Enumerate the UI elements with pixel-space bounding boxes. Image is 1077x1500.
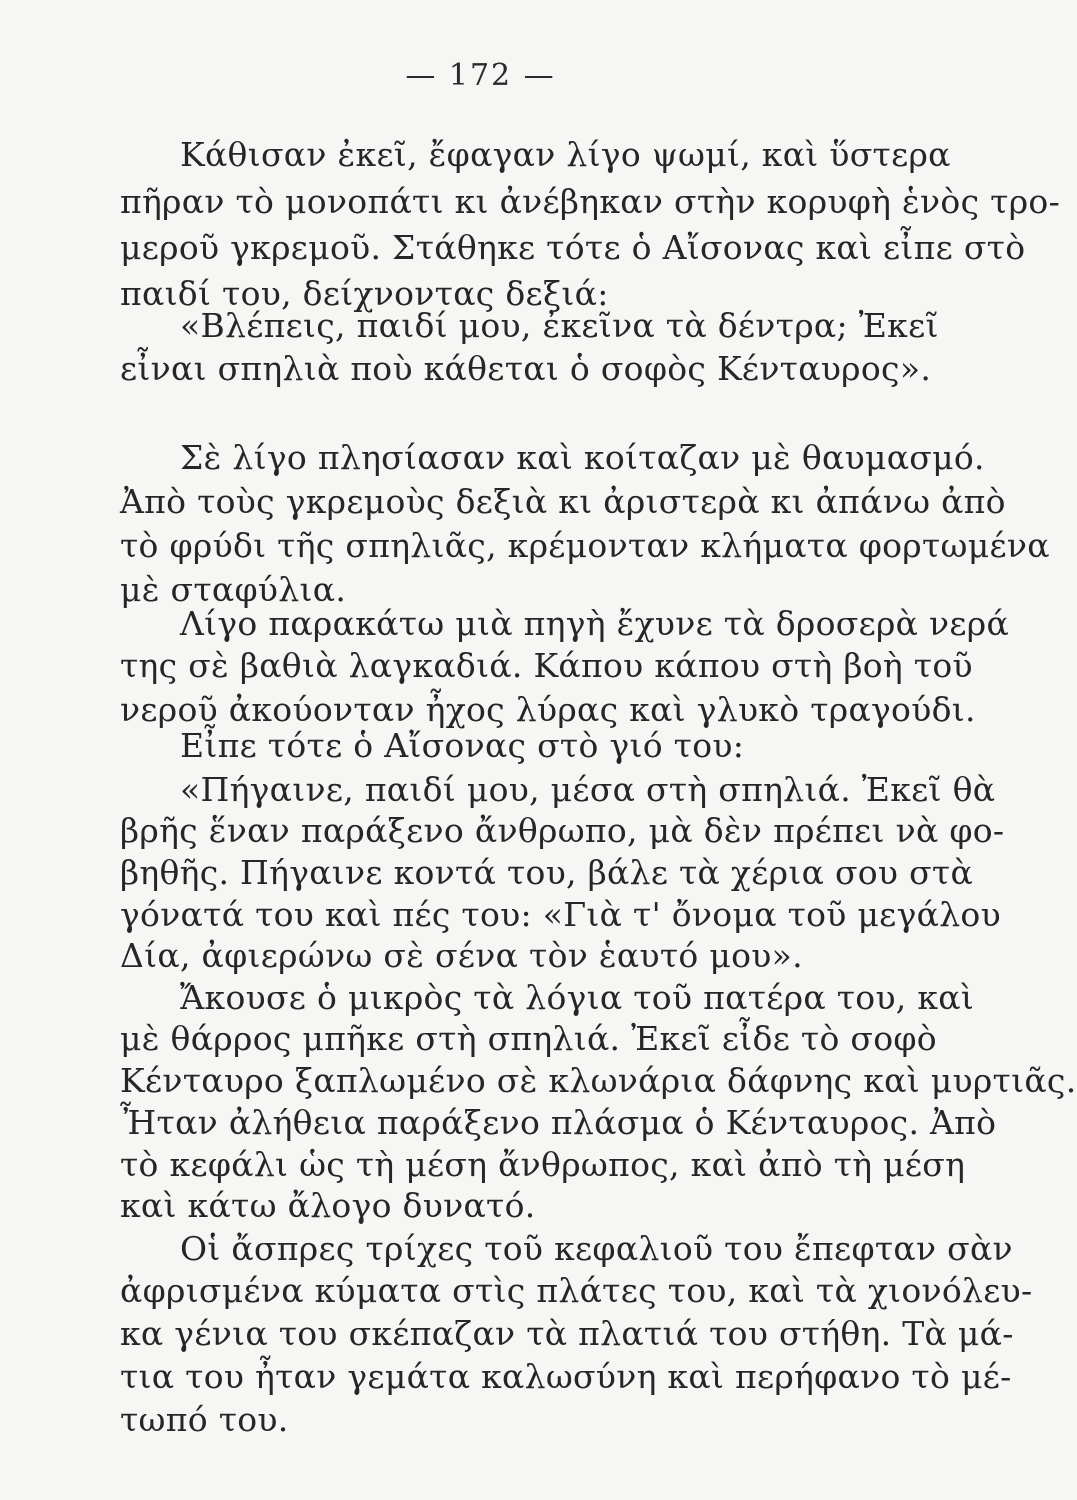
text-line: πῆραν τὸ μονοπάτι κι ἀνέβηκαν στὴν κορυφὴ ἑνὸς τρο- [120,182,1061,221]
text-line: Δία, ἀφιερώνω σὲ σένα τὸν ἑαυτό μου». [120,936,803,975]
text-line: «Βλέπεις, παιδί μου, ἐκεῖνα τὰ δέντρα; Ἐκεῖ [180,306,939,345]
text-line: Οἱ ἄσπρες τρίχες τοῦ κεφαλιοῦ του ἔπεφταν σὰν [180,1229,1013,1268]
text-line: μὲ θάρρος μπῆκε στὴ σπηλιά. Ἐκεῖ εἶδε τὸ σοφὸ [120,1019,937,1058]
text-line: τὸ φρύδι τῆς σπηλιᾶς, κρέμονταν κλήματα φορτωμένα [120,526,1050,565]
text-line: μεροῦ γκρεμοῦ. Στάθηκε τότε ὁ Αἴσονας καὶ εἶπε στὸ [120,228,1026,267]
text-line: βρῆς ἕναν παράξενο ἄνθρωπο, μὰ δὲν πρέπει νὰ φο- [120,811,1005,850]
text-line: Ἄκουσε ὁ μικρὸς τὰ λόγια τοῦ πατέρα του, καὶ [180,978,975,1017]
text-line: ἀφρισμένα κύματα στὶς πλάτες του, καὶ τὰ χιονόλευ- [120,1271,1033,1310]
text-line: βηθῆς. Πήγαινε κοντά του, βάλε τὰ χέρια σου στὰ [120,853,974,892]
text-line: νεροῦ ἀκούονταν ἦχος λύρας καὶ γλυκὸ τραγούδι. [120,690,976,729]
text-line: Ἦταν ἀλήθεια παράξενο πλάσμα ὁ Κένταυρος. Ἀπὸ [120,1103,997,1142]
text-line: Κένταυρο ξαπλωμένο σὲ κλωνάρια δάφνης καὶ μυρτιᾶς. [120,1061,1077,1100]
text-line: τια του ἦταν γεμάτα καλωσύνη καὶ περήφανο τὸ μέ- [120,1357,1012,1396]
text-line: κα γένια του σκέπαζαν τὰ πλατιά του στήθη. Τὰ μά- [120,1314,1014,1353]
text-line: καὶ κάτω ἄλογο δυνατό. [120,1186,536,1225]
text-line: «Πήγαινε, παιδί μου, μέσα στὴ σπηλιά. Ἐκεῖ θὰ [180,770,996,809]
page-number: — 172 — [405,58,556,93]
text-line: Ἀπὸ τοὺς γκρεμοὺς δεξιὰ κι ἀριστερὰ κι ἀπάνω ἀπὸ [120,482,1006,521]
text-line: τὸ κεφάλι ὡς τὴ μέση ἄνθρωπος, καὶ ἀπὸ τὴ μέση [120,1145,966,1184]
text-line: της σὲ βαθιὰ λαγκαδιά. Κάπου κάπου στὴ βοὴ τοῦ [120,646,973,685]
text-line: παιδί του, δείχνοντας δεξιά: [120,274,609,313]
text-line: εἶναι σπηλιὰ ποὺ κάθεται ὁ σοφὸς Κένταυρος». [120,349,932,388]
text-line: Σὲ λίγο πλησίασαν καὶ κοίταζαν μὲ θαυμασμό. [180,438,985,477]
text-line: Λίγο παρακάτω μιὰ πηγὴ ἔχυνε τὰ δροσερὰ νερά [180,604,1010,643]
text-line: Εἶπε τότε ὁ Αἴσονας στὸ γιό του: [180,726,745,765]
text-line: τωπό του. [120,1400,289,1439]
text-line: μὲ σταφύλια. [120,570,347,609]
text-line: γόνατά του καὶ πές του: «Γιὰ τ' ὄνομα τοῦ μεγάλου [120,895,1001,934]
text-line: Κάθισαν ἐκεῖ, ἔφαγαν λίγο ψωμί, καὶ ὕστερα [180,135,951,174]
